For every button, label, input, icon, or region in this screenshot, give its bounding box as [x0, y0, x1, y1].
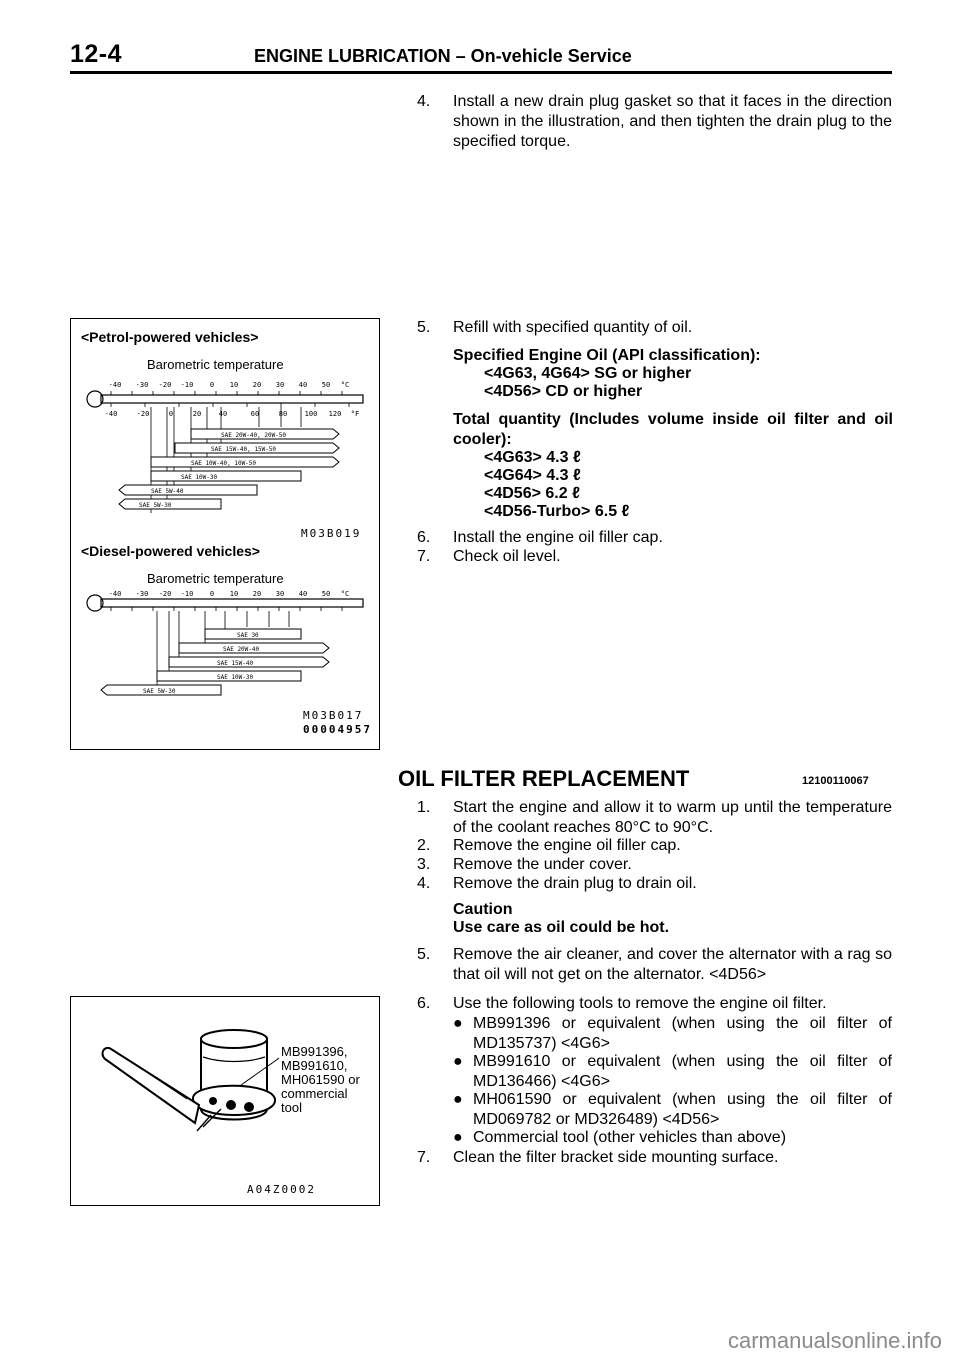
diesel-subtitle: Barometric temperature — [147, 571, 284, 586]
quantity-4d56: <4D56> 6.2 ℓ — [484, 485, 580, 502]
callout-line: MB991396, — [281, 1044, 348, 1059]
diesel-c-tick: 40 — [298, 590, 308, 598]
petrol-c-tick: 10 — [229, 381, 239, 389]
diesel-c-tick: -20 — [158, 590, 172, 598]
tool-item-text: Commercial tool (other vehicles than above) — [473, 1129, 787, 1146]
step-text: Install a new drain plug gasket so that it faces in the direction shown in the illustration, and then tighten the drain plug to the specified torque. — [453, 93, 892, 150]
callout-line: MH061590 or — [281, 1072, 360, 1087]
drain-oil-step — [417, 874, 892, 894]
callout-line: commercial — [281, 1086, 348, 1101]
install-gasket-step — [417, 92, 892, 152]
quantity-4g63: <4G63> 4.3 ℓ — [484, 449, 581, 466]
list-item — [417, 1128, 892, 1148]
diesel-c-tick: 10 — [229, 590, 239, 598]
remove-air-cleaner-step — [417, 945, 892, 985]
step-text: Check oil level. — [453, 548, 561, 565]
remove-under-cover-step — [417, 855, 892, 875]
petrol-f-tick: 100 — [304, 410, 318, 418]
step-number: 7. — [417, 1149, 431, 1166]
page-title: ENGINE LUBRICATION – On-vehicle Service — [254, 46, 632, 66]
petrol-f-tick: 80 — [278, 410, 288, 418]
callout-line: tool — [281, 1100, 302, 1115]
petrol-temperature-chart — [71, 377, 379, 517]
wrench-figure-code: A04Z0002 — [247, 1183, 316, 1196]
grade-bar-5w40 — [119, 485, 257, 495]
diesel-label: <Diesel-powered vehicles> — [81, 543, 260, 559]
petrol-f-tick: 20 — [192, 410, 202, 418]
petrol-c-tick: -30 — [135, 381, 149, 389]
petrol-c-tick: -20 — [158, 381, 172, 389]
wrench-handle — [103, 1048, 199, 1123]
diesel-figure-code-2: 00004957 — [303, 723, 372, 736]
step-text: Remove the under cover. — [453, 856, 632, 873]
bullet-icon: ● — [453, 1053, 463, 1070]
step-number: 5. — [417, 319, 431, 336]
refill-step — [417, 318, 892, 338]
oil-viscosity-figure — [70, 318, 380, 750]
page-number: 12-4 — [70, 40, 123, 68]
watermark: carmanualsonline.info — [727, 1328, 942, 1353]
petrol-grade-bars — [119, 429, 339, 509]
grade-label: SAE 15W-40, 15W-50 — [211, 446, 277, 453]
clean-bracket-step — [417, 1148, 892, 1168]
petrol-f-tick: 60 — [250, 410, 260, 418]
grade-label: SAE 10W-30 — [217, 674, 254, 681]
diesel-c-tick: -40 — [108, 590, 122, 598]
step-text: Remove the drain plug to drain oil. — [453, 875, 697, 892]
diesel-c-tick: 0 — [209, 590, 215, 598]
grade-label: SAE 5W-30 — [139, 502, 172, 509]
section-heading: OIL FILTER REPLACEMENT — [398, 766, 690, 791]
petrol-f-tick: 120 — [328, 410, 342, 418]
oil-filter-wrench-figure — [70, 996, 380, 1206]
tool-item-text: MH061590 or equivalent (when using the oil filter of MD069782 or MD326489) <4D56> — [473, 1091, 892, 1128]
step-number: 2. — [417, 837, 431, 854]
remove-filler-cap-step — [417, 836, 892, 856]
diesel-grade-bars — [101, 629, 329, 695]
petrol-c-tick: 0 — [209, 381, 215, 389]
petrol-subtitle: Barometric temperature — [147, 357, 284, 372]
grade-label: SAE 10W-30 — [181, 474, 218, 481]
list-item — [417, 1052, 892, 1090]
section-id: 12100110067 — [802, 775, 869, 787]
bullet-icon: ● — [453, 1129, 463, 1146]
diesel-temperature-chart — [71, 589, 379, 701]
petrol-scale-ticks — [111, 391, 349, 407]
petrol-c-tick: 30 — [275, 381, 285, 389]
grade-label: SAE 15W-40 — [217, 660, 254, 667]
diesel-c-tick: -30 — [135, 590, 149, 598]
step-text: Start the engine and allow it to warm up until the temperature of the coolant reaches 80°C to 90°C. — [453, 799, 892, 836]
step-number: 4. — [417, 875, 431, 892]
grade-bar-10w30 — [151, 471, 301, 481]
petrol-f-tick: -40 — [104, 410, 118, 418]
step-number: 6. — [417, 995, 431, 1012]
petrol-label: <Petrol-powered vehicles> — [81, 329, 259, 345]
total-quantity-heading: Total quantity (Includes volume inside oil filter and oil cooler): — [453, 411, 893, 448]
petrol-c-unit: °C — [340, 381, 350, 389]
petrol-c-tick: 20 — [252, 381, 262, 389]
diesel-figure-code: M03B017 — [303, 709, 364, 722]
tool-item-text: MB991396 or equivalent (when using the oil filter of MD135737) <4G6> — [473, 1015, 892, 1052]
step-number: 5. — [417, 946, 431, 963]
spec-oil-line-petrol: <4G63, 4G64> SG or higher — [484, 365, 692, 382]
tool-callout — [281, 1045, 360, 1115]
tool-list — [417, 1014, 892, 1148]
diesel-c-tick: 30 — [275, 590, 285, 598]
wrench-band — [193, 1086, 275, 1115]
bullet-icon: ● — [453, 1091, 463, 1108]
quantity-4d56-turbo: <4D56-Turbo> 6.5 ℓ — [484, 503, 630, 520]
step-number: 6. — [417, 529, 431, 546]
grade-label: SAE 5W-40 — [151, 488, 184, 495]
step-text: Use the following tools to remove the engine oil filter. — [453, 995, 827, 1012]
petrol-c-tick: -10 — [180, 381, 194, 389]
petrol-f-unit: °F — [350, 410, 360, 418]
step-text: Refill with specified quantity of oil. — [453, 319, 693, 336]
check-oil-step — [417, 547, 892, 567]
petrol-f-tick: 40 — [218, 410, 228, 418]
step-number: 1. — [417, 799, 431, 816]
list-item — [417, 1090, 892, 1128]
petrol-f-tick: 0 — [168, 410, 174, 418]
warm-up-step — [417, 798, 892, 838]
oil-filter-top — [201, 1030, 267, 1048]
step-number: 3. — [417, 856, 431, 873]
step-number: 7. — [417, 548, 431, 565]
spec-oil-line-diesel: <4D56> CD or higher — [484, 383, 643, 400]
grade-label: SAE 20W-40 — [223, 646, 260, 653]
filler-cap-step — [417, 528, 892, 548]
grade-label: SAE 30 — [237, 632, 259, 639]
petrol-c-tick: -40 — [108, 381, 122, 389]
petrol-figure-code: M03B019 — [301, 527, 362, 540]
diesel-c-tick: 50 — [321, 590, 331, 598]
step-text: Remove the air cleaner, and cover the alternator with a rag so that oil will not get on the alternator. <4D56> — [453, 946, 892, 983]
bullet-icon: ● — [453, 1015, 463, 1032]
callout-line: MB991610, — [281, 1058, 348, 1073]
diesel-thermometer-tube — [101, 599, 363, 607]
petrol-thermometer-tube — [101, 395, 363, 403]
grade-label: SAE 20W-40, 20W-50 — [221, 432, 287, 439]
remove-oil-filter-step — [417, 994, 892, 1014]
tool-item-text: MB991610 or equivalent (when using the oil filter of MD136466) <4G6> — [473, 1053, 892, 1090]
quantity-4g64: <4G64> 4.3 ℓ — [484, 467, 581, 484]
petrol-c-tick: 40 — [298, 381, 308, 389]
header-rule — [70, 71, 892, 74]
grade-label: SAE 5W-30 — [143, 688, 176, 695]
step-text: Install the engine oil filler cap. — [453, 529, 663, 546]
step-text: Clean the filter bracket side mounting surface. — [453, 1149, 779, 1166]
step-text: Remove the engine oil filler cap. — [453, 837, 681, 854]
diesel-c-tick: 20 — [252, 590, 262, 598]
step-number: 4. — [417, 93, 431, 110]
caution-title: Caution — [453, 901, 513, 918]
diesel-c-tick: -10 — [180, 590, 194, 598]
petrol-c-tick: 50 — [321, 381, 331, 389]
list-item — [417, 1014, 892, 1052]
caution-text: Use care as oil could be hot. — [453, 919, 670, 936]
grade-label: SAE 10W-40, 10W-50 — [191, 460, 257, 467]
petrol-f-tick: -20 — [136, 410, 150, 418]
spec-oil-heading: Specified Engine Oil (API classification): — [453, 347, 761, 364]
diesel-c-unit: °C — [340, 590, 350, 598]
